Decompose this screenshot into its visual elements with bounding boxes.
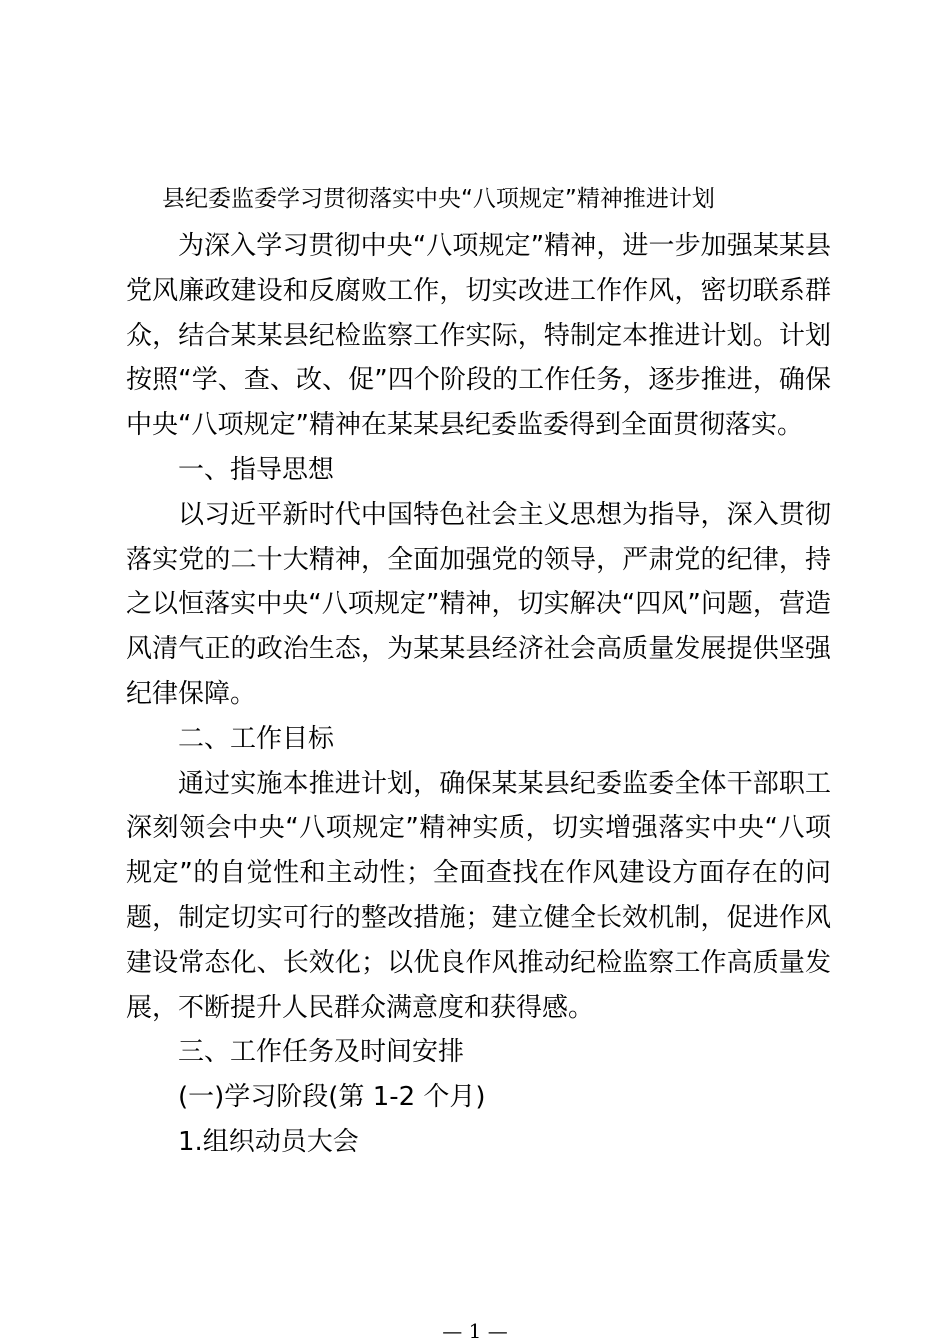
- document-title: 县纪委监委学习贯彻落实中央“八项规定”精神推进计划: [162, 186, 715, 212]
- subsection-heading-study-phase: (一)学习阶段(第 1-2 个月): [178, 1082, 486, 1113]
- section-heading-tasks-schedule: 三、工作任务及时间安排: [178, 1037, 465, 1068]
- item-heading-mobilization-meeting: 1.组织动员大会: [178, 1126, 359, 1157]
- section-heading-work-goals: 二、工作目标: [178, 723, 335, 754]
- document-body: [126, 224, 831, 1165]
- section-heading-guiding-ideology: 一、指导思想: [178, 454, 335, 485]
- guiding-ideology-paragraph: 以习近平新时代中国特色社会主义思想为指导，深入贯彻落实党的二十大精神，全面加强党的领导，严肃党的纪律，持之以恒落实中央“八项规定”精神，切实解决“四风”问题，营造风清气正的政治生态，为某某县经济社会高质量发展提供坚强纪律保障。: [126, 499, 831, 709]
- work-goals-paragraph: 通过实施本推进计划，确保某某县纪委监委全体干部职工深刻领会中央“八项规定”精神实质，切实增强落实中央“八项规定”的自觉性和主动性；全面查找在作风建设方面存在的问题，制定切实可行的整改措施；建立健全长效机制，促进作风建设常态化、长效化；以优良作风推动纪检监察工作高质量发展，不断提升人民群众满意度和获得感。: [126, 768, 831, 1023]
- page-number: — 1 —: [442, 1319, 508, 1343]
- intro-paragraph: 为深入学习贯彻中央“八项规定”精神，进一步加强某某县党风廉政建设和反腐败工作，切实改进工作作风，密切联系群众，结合某某县纪检监察工作实际，特制定本推进计划。计划按照“学、查、改、促”四个阶段的工作任务，逐步推进，确保中央“八项规定”精神在某某县纪委监委得到全面贯彻落实。: [126, 231, 831, 441]
